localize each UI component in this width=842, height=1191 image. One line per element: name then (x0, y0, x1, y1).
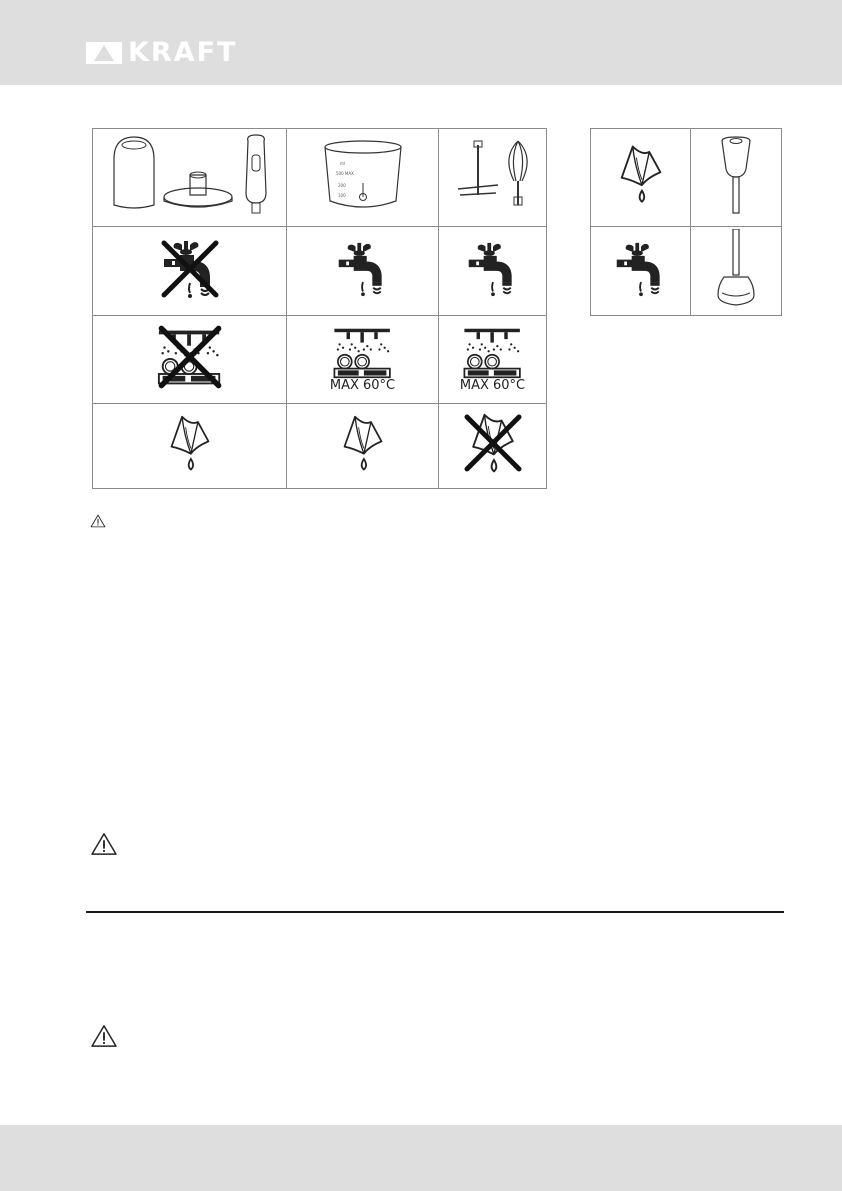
dishwasher-crossed-icon (155, 322, 225, 392)
warning-triangle-icon (90, 1024, 118, 1048)
svg-text:ml: ml (339, 161, 345, 166)
page-header (0, 0, 842, 85)
motor-unit-parts-illustration (100, 131, 280, 219)
warning-triangle-icon (90, 514, 106, 528)
table-cell (439, 316, 547, 404)
table-cell (439, 404, 547, 489)
table-cell (287, 404, 439, 489)
table-cell (691, 227, 782, 316)
table-cell (591, 129, 691, 227)
table-cell (93, 404, 287, 489)
side-care-table (590, 128, 782, 316)
table-cell (591, 227, 691, 316)
table-cell (287, 129, 439, 227)
brand-name: KRAFT (128, 37, 238, 68)
tap-crossed-icon (158, 237, 222, 301)
table-row (93, 404, 547, 489)
max-temperature-label: MAX 60°C (329, 377, 396, 393)
section-divider (86, 911, 784, 913)
table-cell (287, 316, 439, 404)
table-row (93, 227, 547, 316)
brand-mark-icon (86, 40, 122, 66)
table-row (93, 129, 547, 227)
damp-cloth-icon (341, 412, 385, 476)
table-cell (93, 316, 287, 404)
measuring-bowl-illustration (318, 135, 408, 215)
tap-icon (335, 239, 391, 299)
tap-icon (465, 239, 521, 299)
page-footer (0, 1125, 842, 1191)
svg-text:200: 200 (337, 183, 346, 188)
blade-and-whisk-illustration (448, 135, 538, 215)
table-row (93, 316, 547, 404)
motor-handle-illustration (716, 135, 756, 215)
blender-shaft-illustration (714, 229, 758, 309)
svg-text:100: 100 (337, 193, 346, 198)
max-temperature-label: MAX 60°C (459, 377, 526, 393)
table-cell (93, 227, 287, 316)
table-cell (93, 129, 287, 227)
table-cell (439, 227, 547, 316)
damp-cloth-icon (168, 412, 212, 476)
care-table (92, 128, 547, 489)
damp-cloth-icon (618, 141, 664, 209)
table-row (591, 227, 782, 316)
tap-icon (613, 239, 669, 299)
table-cell (439, 129, 547, 227)
brand-logo (86, 37, 238, 68)
dishwasher-icon (332, 327, 394, 379)
svg-text:500 MAX: 500 MAX (335, 171, 354, 176)
warning-triangle-icon (90, 832, 118, 856)
dishwasher-icon (462, 327, 524, 379)
table-row (591, 129, 782, 227)
table-cell (287, 227, 439, 316)
table-cell (691, 129, 782, 227)
damp-cloth-crossed-icon (461, 411, 525, 477)
